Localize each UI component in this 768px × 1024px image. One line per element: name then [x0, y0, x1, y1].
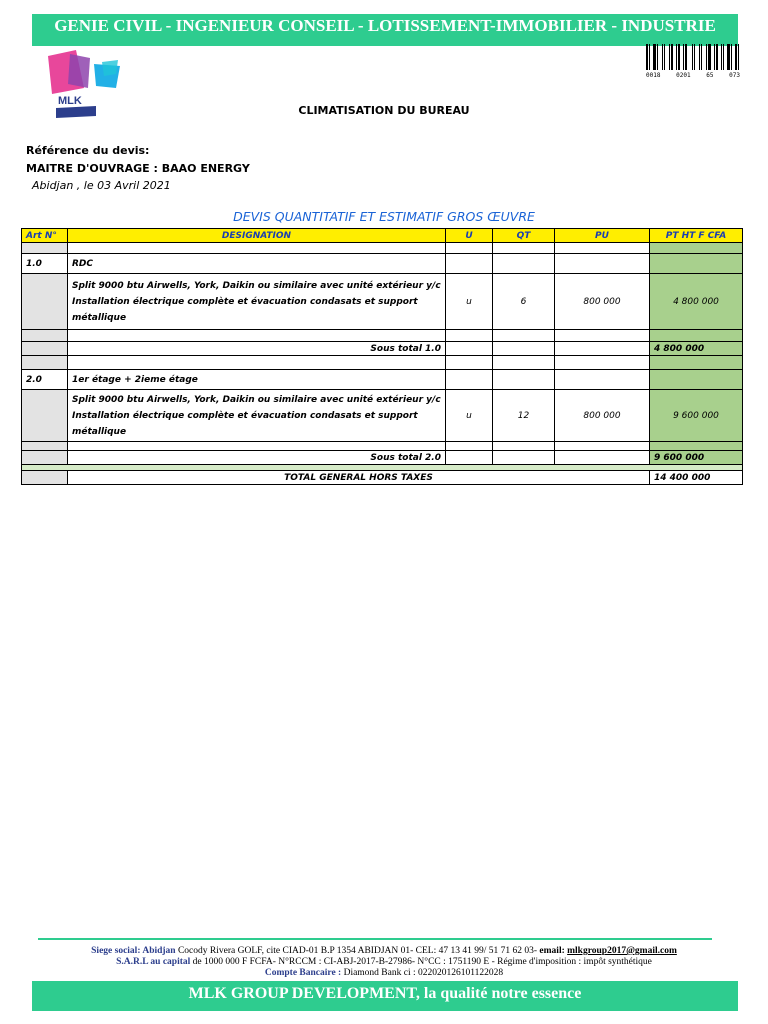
- barcode-bar: [653, 44, 656, 70]
- barcode-bar: [678, 44, 680, 70]
- table-header-row: [22, 229, 743, 243]
- section-art: 2.0: [22, 370, 68, 390]
- barcode-bar: [671, 44, 674, 70]
- col-header-pu: PU: [555, 229, 650, 243]
- barcode-bar: [721, 44, 723, 70]
- col-header-qty: QT: [493, 229, 555, 243]
- barcode-bar: [659, 44, 661, 70]
- barcode-number: 65: [706, 72, 714, 79]
- item-pt: 4 800 000: [650, 274, 743, 330]
- barcode-bar: [674, 44, 675, 70]
- item-unit: u: [446, 390, 493, 442]
- barcode-bar: [727, 44, 730, 70]
- email-link[interactable]: mlkgroup2017@gmail.com: [567, 946, 677, 956]
- barcode-bar: [735, 44, 737, 70]
- col-header-unit: U: [446, 229, 493, 243]
- capital-text: de 1000 000 F FCFA- N°RCCM : CI-ABJ-2017-B-27986- N°CC : 1751190 E - Régime d'imposition : impôt synthétique: [190, 957, 652, 967]
- subtotal-label: Sous total 2.0: [68, 451, 446, 465]
- item-pu: 800 000: [555, 274, 650, 330]
- footer-divider: [38, 938, 712, 940]
- spacer-row: [22, 442, 743, 451]
- subtotal-row: [22, 342, 743, 356]
- col-header-art: Art N°: [22, 229, 68, 243]
- barcode-numbers: [646, 72, 740, 79]
- barcode: [646, 44, 740, 82]
- barcode-bar: [725, 44, 726, 70]
- head-office-text: Cocody Rivera GOLF, cite CIAD-01 B.P 1354 ABIDJAN 01- CEL: 47 13 41 99/ 51 71 62 03-: [175, 946, 540, 956]
- subtotal-value: 9 600 000: [650, 451, 743, 465]
- section-art: 1.0: [22, 254, 68, 274]
- barcode-bar: [714, 44, 715, 70]
- slogan-banner: MLK GROUP DEVELOPMENT, la qualité notre essence: [32, 981, 738, 1011]
- barcode-bar: [657, 44, 658, 70]
- capital-label: S.A.R.L au capital: [116, 957, 191, 967]
- barcode-bar: [703, 44, 705, 70]
- barcode-bar: [712, 44, 713, 70]
- barcode-bar: [708, 44, 711, 70]
- footer-line-2: [0, 957, 768, 968]
- barcode-bar: [688, 44, 691, 70]
- section-row: [22, 370, 743, 390]
- col-header-designation: DESIGNATION: [68, 229, 446, 243]
- barcode-bar: [719, 44, 720, 70]
- bank-label: Compte Bancaire :: [264, 968, 342, 978]
- barcode-number: 073: [729, 72, 740, 79]
- barcode-bar: [733, 44, 734, 70]
- footer-info: [0, 946, 768, 979]
- item-designation: Split 9000 btu Airwells, York, Daikin ou similaire avec unité extérieur y/c Installation électrique complète et évacuation condasats et support métallique: [68, 274, 446, 330]
- barcode-bar: [696, 44, 698, 70]
- spacer-row: [22, 356, 743, 370]
- header-banner: GENIE CIVIL - INGENIEUR CONSEIL - LOTISSEMENT-IMMOBILIER - INDUSTRIE: [32, 14, 738, 46]
- table-row: [22, 390, 743, 442]
- head-office-label: Siege social: Abidjan: [91, 946, 176, 956]
- barcode-bar: [676, 44, 677, 70]
- spacer-row: [22, 243, 743, 254]
- subtotal-row: [22, 451, 743, 465]
- barcode-bar: [662, 44, 663, 70]
- footer-line-1: [0, 946, 768, 957]
- subtotal-value: 4 800 000: [650, 342, 743, 356]
- logo-text: MLK: [58, 95, 82, 107]
- barcode-bar: [649, 44, 650, 70]
- barcode-bar: [651, 44, 652, 70]
- barcode-number: 0201: [676, 72, 691, 79]
- barcode-bar: [692, 44, 693, 70]
- item-pu: 800 000: [555, 390, 650, 442]
- barcode-bar: [664, 44, 665, 70]
- barcode-bar: [685, 44, 687, 70]
- item-designation: Split 9000 btu Airwells, York, Daikin ou similaire avec unité extérieur y/c Installation électrique complète et évacuation condasats et support métallique: [68, 390, 446, 442]
- barcode-bar: [716, 44, 718, 70]
- reference-label: Référence du devis:: [26, 144, 150, 157]
- total-row: [22, 471, 743, 485]
- col-header-pt: PT HT F CFA: [650, 229, 743, 243]
- item-pt: 9 600 000: [650, 390, 743, 442]
- date-line: Abidjan , le 03 Avril 2021: [32, 179, 171, 192]
- section-title: 1er étage + 2ieme étage: [68, 370, 446, 390]
- devis-title: DEVIS QUANTITATIF ET ESTIMATIF GROS ŒUVRE: [233, 209, 535, 224]
- document-title: CLIMATISATION DU BUREAU: [298, 104, 470, 117]
- subtotal-label: Sous total 1.0: [68, 342, 446, 356]
- section-row: [22, 254, 743, 274]
- total-label: TOTAL GENERAL HORS TAXES: [68, 471, 650, 485]
- barcode-bar: [646, 44, 648, 70]
- footer-line-3: [0, 968, 768, 979]
- owner-label: MAITRE D'OUVRAGE : BAAO ENERGY: [26, 162, 250, 175]
- barcode-bar: [723, 44, 724, 70]
- item-unit: u: [446, 274, 493, 330]
- table-row: [22, 274, 743, 330]
- bank-text: Diamond Bank ci : 022020126101122028: [341, 968, 504, 978]
- email-label: email:: [539, 946, 568, 956]
- spacer-row: [22, 330, 743, 342]
- barcode-bars: [646, 44, 740, 70]
- barcode-bar: [731, 44, 732, 70]
- barcode-bar: [701, 44, 702, 70]
- barcode-bar: [666, 44, 668, 70]
- barcode-bar: [706, 44, 707, 70]
- barcode-bar: [681, 44, 682, 70]
- barcode-bar: [683, 44, 684, 70]
- barcode-bar: [738, 44, 739, 70]
- barcode-bar: [694, 44, 695, 70]
- total-value: 14 400 000: [650, 471, 743, 485]
- barcode-bar: [699, 44, 700, 70]
- section-title: RDC: [68, 254, 446, 274]
- item-qty: 12: [493, 390, 555, 442]
- barcode-bar: [669, 44, 670, 70]
- quote-table: [21, 228, 743, 485]
- barcode-number: 0018: [646, 72, 661, 79]
- item-qty: 6: [493, 274, 555, 330]
